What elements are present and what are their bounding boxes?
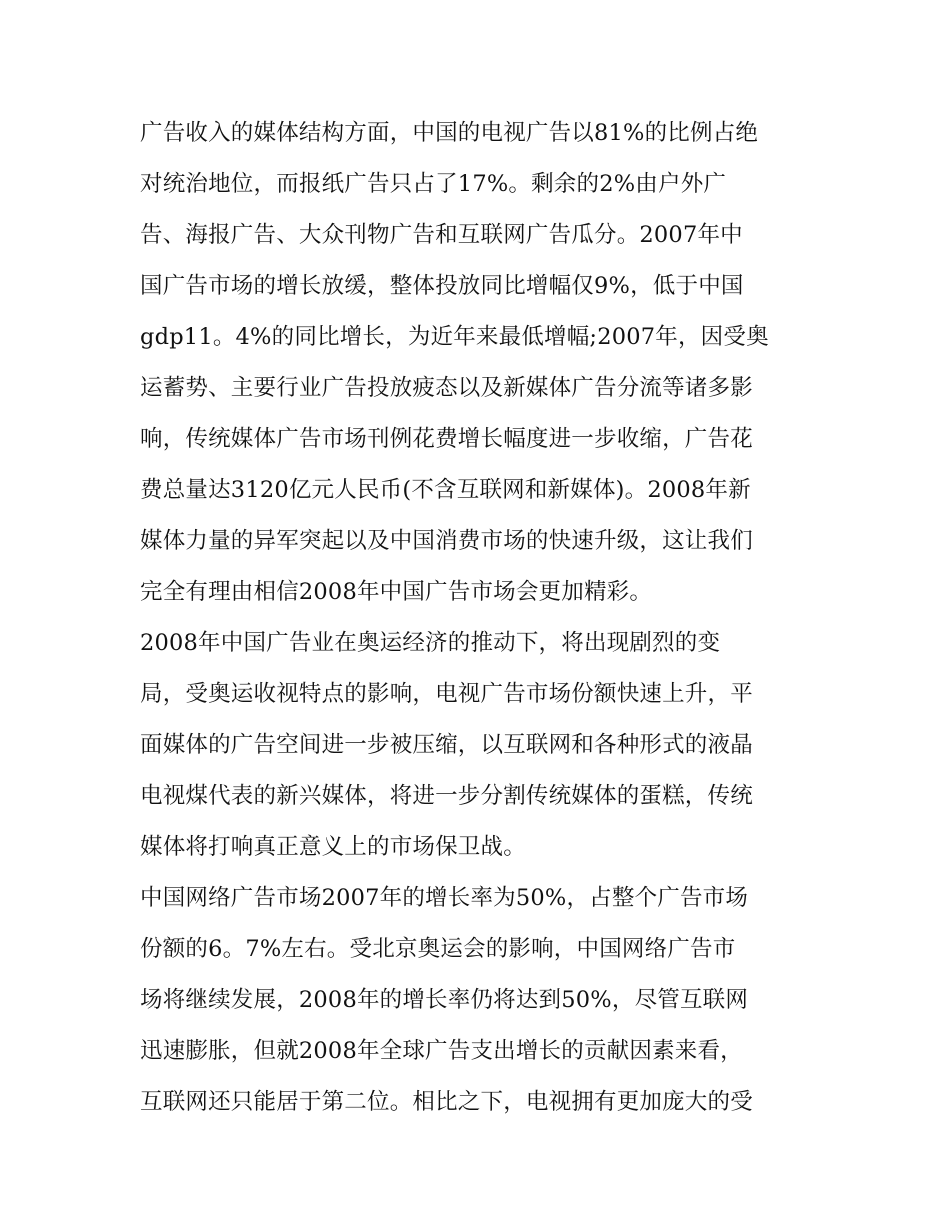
text-line-18: 场将继续发展，2008年的增长率仍将达到50%，尽管互联网 [140, 987, 749, 1013]
text-line-1: 广告收入的媒体结构方面，中国的电视广告以81%的比例占绝 [140, 120, 759, 146]
text-line-16: 中国网络广告市场2007年的增长率为50%，占整个广告市场 [140, 885, 749, 911]
text-line-20: 互联网还只能居于第二位。相比之下，电视拥有更加庞大的受 [140, 1089, 753, 1115]
text-line-6: 运蓄势、主要行业广告投放疲态以及新媒体广告分流等诸多影 [140, 375, 753, 401]
text-line-7: 响，传统媒体广告市场刊例花费增长幅度进一步收缩，广告花 [140, 426, 753, 452]
text-line-4: 国广告市场的增长放缓，整体投放同比增幅仅9%，低于中国 [140, 273, 744, 299]
text-line-14: 电视煤代表的新兴媒体，将进一步分割传统媒体的蛋糕，传统 [140, 783, 753, 809]
text-line-17: 份额的6。7%左右。受北京奥运会的影响，中国网络广告市 [140, 936, 736, 962]
text-line-3: 告、海报广告、大众刊物广告和互联网广告瓜分。2007年中 [140, 222, 743, 248]
text-line-19: 迅速膨胀，但就2008年全球广告支出增长的贡献因素来看， [140, 1038, 743, 1064]
text-line-15: 媒体将打响真正意义上的市场保卫战。 [140, 834, 526, 860]
text-line-8: 费总量达3120亿元人民币(不含互联网和新媒体)。2008年新 [140, 477, 751, 503]
text-line-9: 媒体力量的异军突起以及中国消费市场的快速升级，这让我们 [140, 528, 753, 554]
body-text [140, 108, 820, 1128]
text-line-12: 局，受奥运收视特点的影响，电视广告市场份额快速上升，平 [140, 681, 753, 707]
text-line-5: gdp11。4%的同比增长，为近年来最低增幅;2007年，因受奥 [140, 324, 769, 350]
text-line-13: 面媒体的广告空间进一步被压缩，以互联网和各种形式的液晶 [140, 732, 753, 758]
text-line-10: 完全有理由相信2008年中国广告市场会更加精彩。 [140, 579, 653, 605]
text-line-11: 2008年中国广告业在奥运经济的推动下，将出现剧烈的变 [140, 630, 721, 656]
text-line-2: 对统治地位，而报纸广告只占了17%。剩余的2%由户外广 [140, 171, 727, 197]
